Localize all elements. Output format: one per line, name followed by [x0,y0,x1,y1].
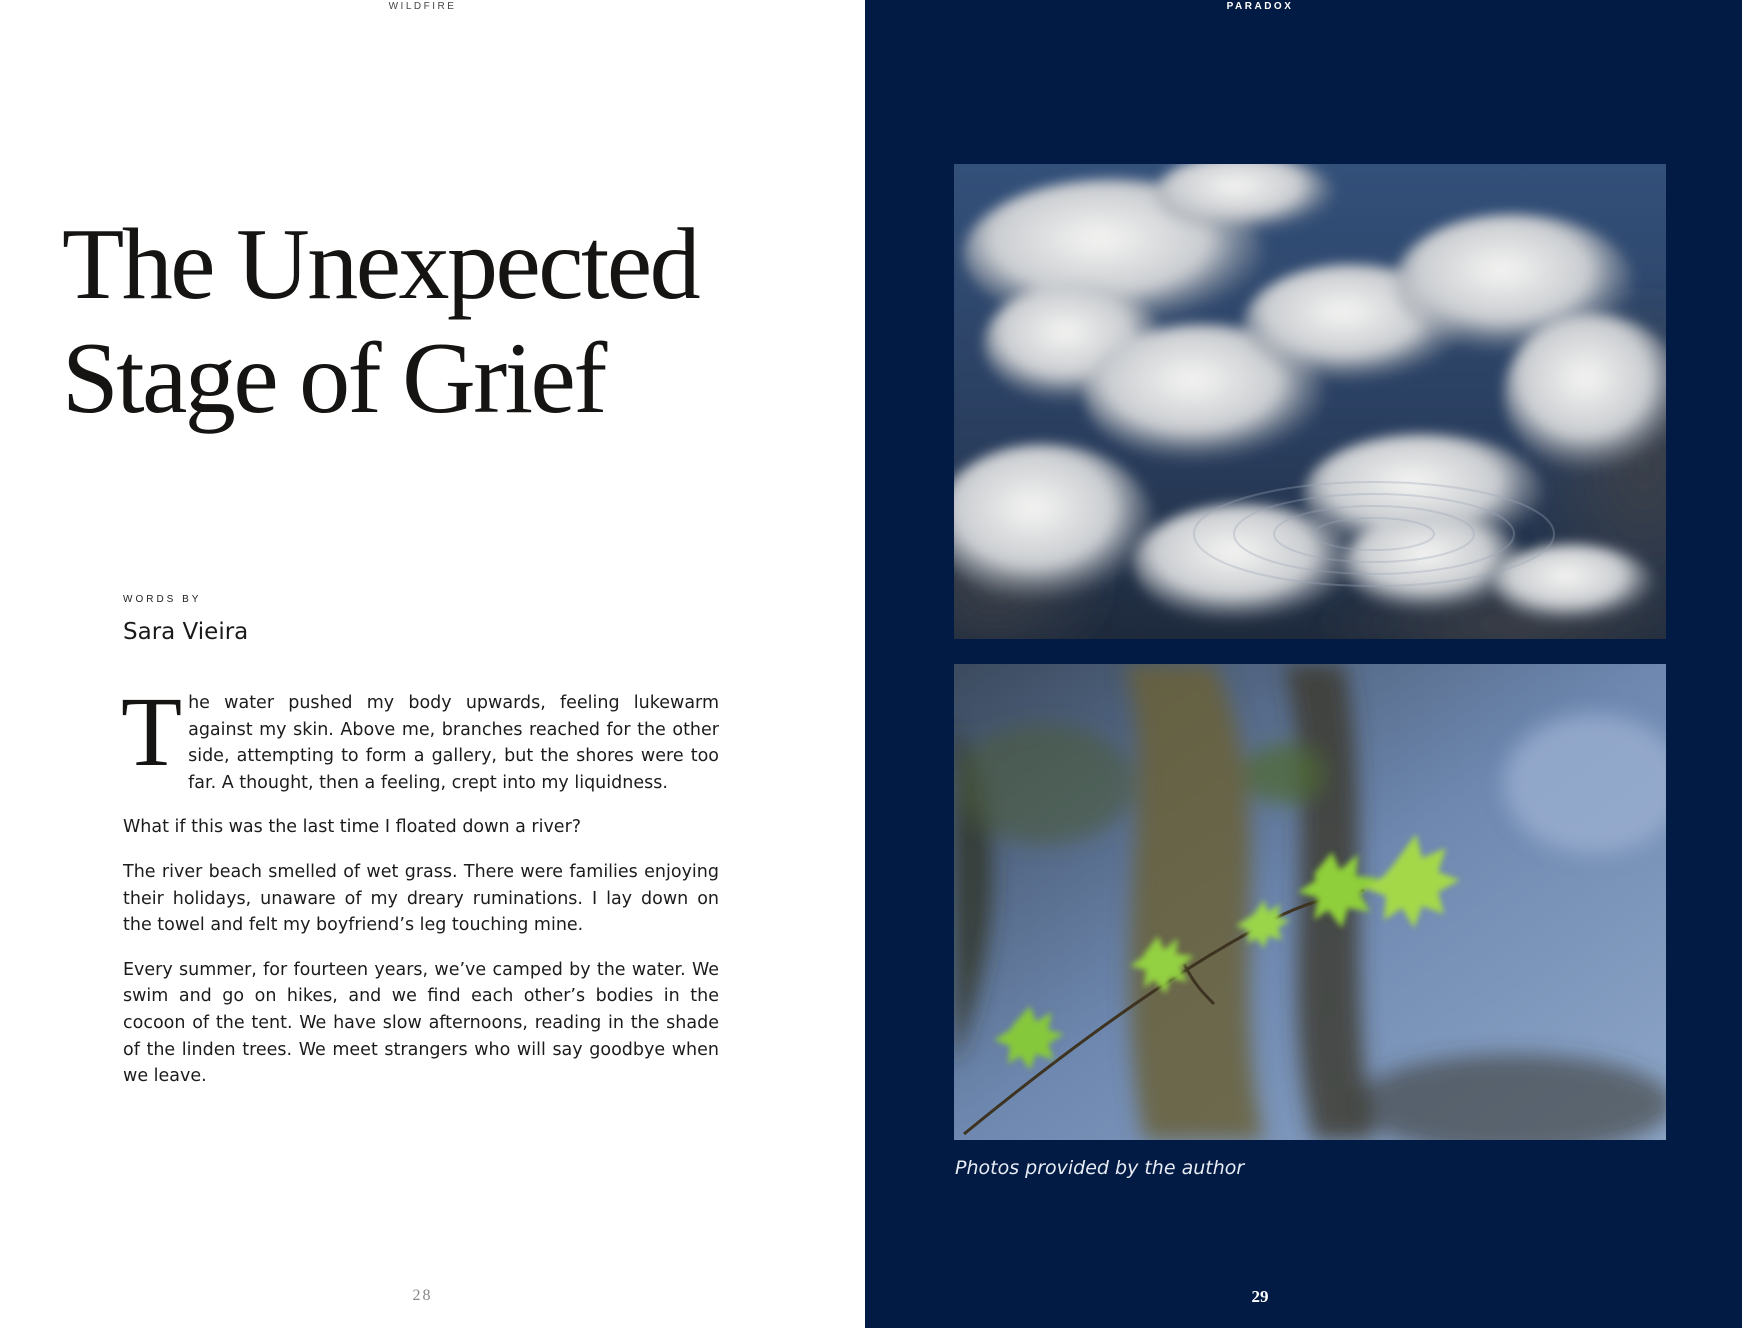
maple-leaves-photo [954,664,1666,1140]
leaves-photo-graphic [954,664,1666,1140]
paragraph-1 [121,676,719,796]
paragraph-1-text: he water pushed my body upwards, feeling lukewarm against my skin. Above me, branches reached for the other side, attempting to form a gallery, but the shores were too far. A thought, then a feeling, crept into my liquidness. [188,693,719,793]
clouds-reflection-photo [954,164,1666,639]
page-number-left: 28 [412,1287,433,1304]
left-page [0,0,865,1328]
paragraph-2: What if this was the last time I floated down a river? [123,817,582,838]
paragraph-4: Every summer, for fourteen years, we’ve camped by the water. We swim and go on hikes, and we find each other’s bodies in the cocoon of the tent. We have slow afternoons, reading in the shade of the linden trees. We meet strangers who will say goodbye when we leave. [123,959,719,1087]
title-line-1: The Unexpected [62,208,699,321]
author-name: Sara Vieira [123,619,249,645]
title-line-2: Stage of Grief [62,322,605,435]
running-head-left: WILDFIRE [388,1,457,12]
paragraph-3: The river beach smelled of wet grass. There were families enjoying their holidays, unaware of my dreary ruminations. I lay down on the towel and felt my boyfriend’s leg touching mine. [123,861,719,936]
article-title [62,208,842,436]
photo-caption: Photos provided by the author [955,1157,1245,1179]
running-head-right: PARADOX [1226,1,1294,12]
page-number-right: 29 [1251,1287,1269,1306]
right-page [865,0,1742,1328]
drop-cap: T [121,676,183,787]
byline-label: WORDS BY [123,594,202,605]
article-body [121,676,719,1108]
clouds-photo-graphic [954,164,1666,639]
